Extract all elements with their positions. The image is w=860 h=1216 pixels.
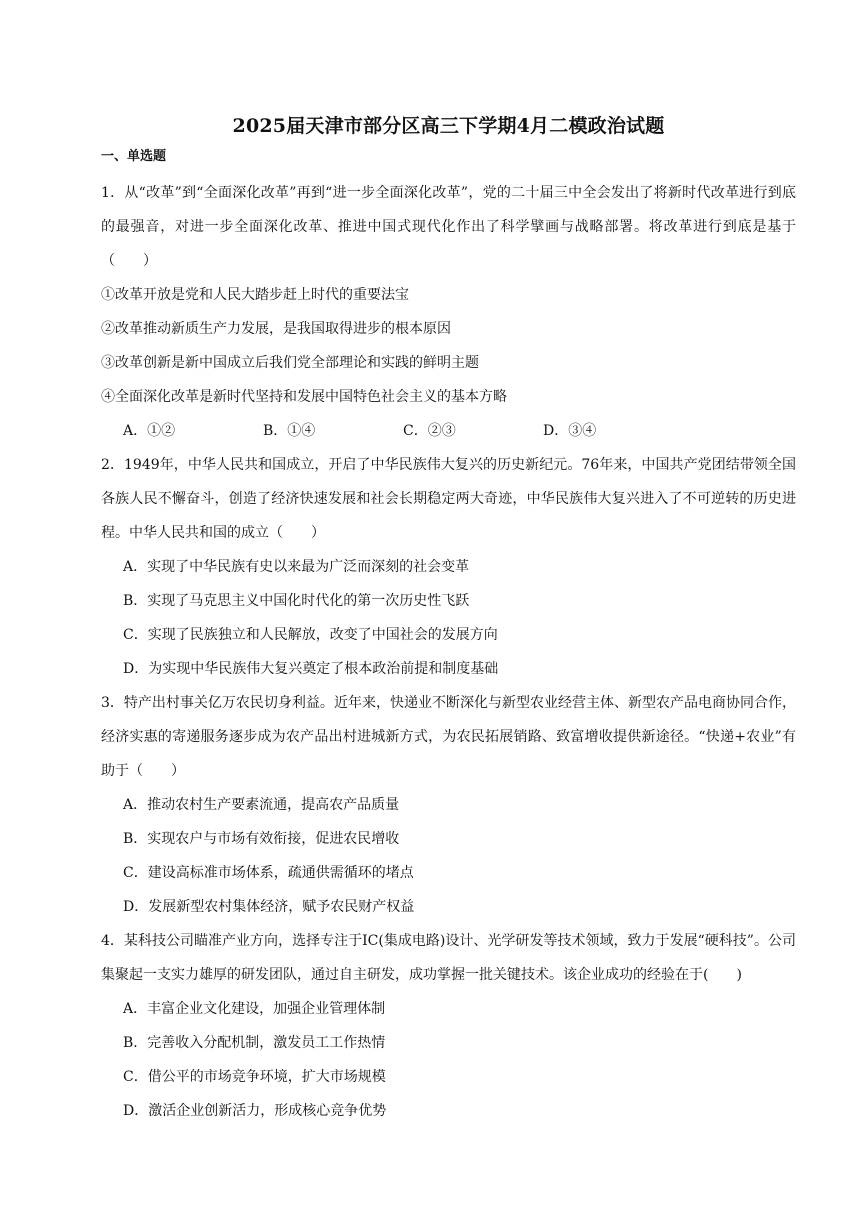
question-1-option-a[interactable]: A．①② [123, 423, 176, 439]
question-1-statement-4: ④全面深化改革是新时代坚持和发展中国特色社会主义的基本方略 [101, 389, 507, 405]
section-heading: 一、单选题 [101, 149, 167, 164]
question-1-option-b[interactable]: B．①④ [263, 423, 316, 439]
question-4-stem: 4．某科技公司瞄准产业方向，选择专注于IC(集成电路)设计、光学研发等技术领域，致力于发展“硬科技”。公司集聚起一支实力雄厚的研发团队，通过自主研发，成功掌握一批关键技术。该企业成功的经验在于( ) [101, 933, 796, 983]
question-2-option-b[interactable]: B．实现了马克思主义中国化时代化的第一次历史性飞跃 [123, 593, 470, 609]
question-3-option-d[interactable]: D．发展新型农村集体经济，赋予农民财产权益 [123, 899, 415, 915]
question-1-stem: 1．从“改革”到“全面深化改革”再到“进一步全面深化改革”，党的二十届三中全会发出了将新时代改革进行到底的最强音，对进一步全面深化改革、推进中国式现代化作出了科学擘画与战略部署。将改革进行到底是基于（ ） [101, 185, 796, 269]
question-2 [101, 448, 796, 686]
question-4-option-b[interactable]: B．完善收入分配机制，激发员工工作热情 [123, 1035, 386, 1051]
question-4 [101, 924, 796, 1128]
page-title: 2025届天津市部分区高三下学期4月二模政治试题 [232, 115, 665, 137]
question-1-options [101, 414, 796, 448]
question-1 [101, 176, 796, 448]
question-3-stem: 3．特产出村事关亿万农民切身利益。近年来，快递业不断深化与新型农业经营主体、新型农产品电商协同合作，经济实惠的寄递服务逐步成为农产品出村进城新方式，为农民拓展销路、致富增收提供新途径。“快递+农业”有助于（ ） [101, 695, 796, 779]
question-1-statement-3: ③改革创新是新中国成立后我们党全部理论和实践的鲜明主题 [101, 355, 479, 371]
question-3-option-a[interactable]: A．推动农村生产要素流通，提高农产品质量 [123, 797, 400, 813]
question-3-option-c[interactable]: C．建设高标准市场体系，疏通供需循环的堵点 [123, 865, 414, 881]
question-2-option-a[interactable]: A．实现了中华民族有史以来最为广泛而深刻的社会变革 [123, 559, 470, 575]
question-2-option-d[interactable]: D．为实现中华民族伟大复兴奠定了根本政治前提和制度基础 [123, 661, 499, 677]
question-1-option-c[interactable]: C．②③ [403, 423, 456, 439]
question-4-option-c[interactable]: C．借公平的市场竞争环境，扩大市场规模 [123, 1069, 386, 1085]
question-1-statement-2: ②改革推动新质生产力发展，是我国取得进步的根本原因 [101, 321, 451, 337]
question-2-option-c[interactable]: C．实现了民族独立和人民解放，改变了中国社会的发展方向 [123, 627, 498, 643]
question-3 [101, 686, 796, 924]
question-1-option-d[interactable]: D．③④ [543, 423, 597, 439]
question-3-option-b[interactable]: B．实现农户与市场有效衔接，促进农民增收 [123, 831, 400, 847]
question-4-option-a[interactable]: A．丰富企业文化建设，加强企业管理体制 [123, 1001, 386, 1017]
question-2-stem: 2．1949年，中华人民共和国成立，开启了中华民族伟大复兴的历史新纪元。76年来，中国共产党团结带领全国各族人民不懈奋斗，创造了经济快速发展和社会长期稳定两大奇迹，中华民族伟大复兴进入了不可逆转的历史进程。中华人民共和国的成立（ ） [101, 457, 796, 541]
question-1-statement-1: ①改革开放是党和人民大踏步赶上时代的重要法宝 [101, 287, 409, 303]
question-4-option-d[interactable]: D．激活企业创新活力，形成核心竞争优势 [123, 1103, 387, 1119]
